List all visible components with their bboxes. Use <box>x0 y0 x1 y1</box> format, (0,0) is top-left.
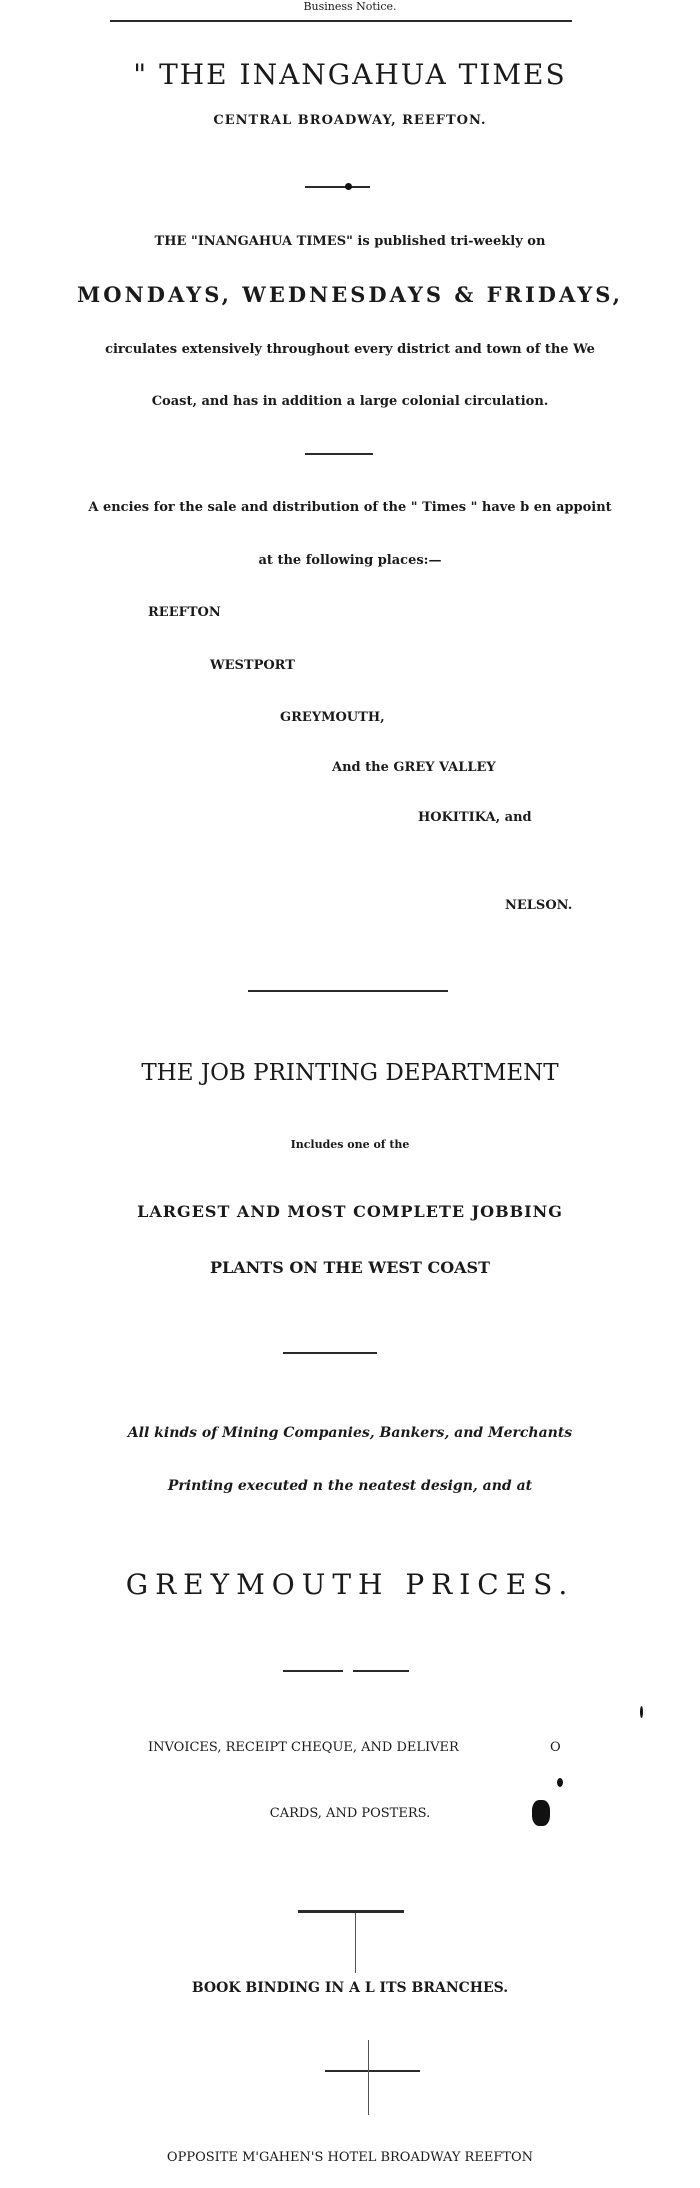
ink-blot-2 <box>532 1800 550 1826</box>
place-greymouth: GREYMOUTH, <box>280 710 385 725</box>
place-grey-valley: And the GREY VALLEY <box>332 760 496 775</box>
section-divider-1 <box>248 990 448 992</box>
section-divider-3b <box>353 1670 409 1672</box>
publication-line-1: THE "INANGAHUA TIMES" is published tri-weekly on <box>154 234 546 249</box>
publication-line-3: circulates extensively throughout every district and town of the We <box>105 342 595 357</box>
place-reefton: REEFTON <box>148 605 221 620</box>
book-binding: BOOK BINDING IN A L ITS BRANCHES. <box>191 1980 509 1996</box>
section-divider-2 <box>283 1352 377 1354</box>
invoices-line-1: INVOICES, RECEIPT CHEQUE, AND DELIVER <box>148 1740 459 1755</box>
top-rule <box>110 20 572 22</box>
publication-line-4: Coast, and has in addition a large colonial circulation. <box>151 394 549 409</box>
section-divider-5 <box>325 2070 420 2072</box>
ornament-stem-2 <box>368 2040 369 2115</box>
invoices-stray-letter: O <box>550 1740 561 1755</box>
job-printing-title: THE JOB PRINTING DEPARTMENT <box>141 1060 559 1086</box>
job-printing-includes: Includes one of the <box>290 1138 410 1151</box>
section-divider-3a <box>283 1670 343 1672</box>
job-printing-line-2: PLANTS ON THE WEST COAST <box>209 1258 490 1277</box>
job-printing-line-1: LARGEST AND MOST COMPLETE JOBBING <box>137 1202 563 1221</box>
agencies-line-2: at the following places:— <box>258 553 442 568</box>
ornament-divider-1 <box>305 186 370 188</box>
greymouth-prices: GREYMOUTH PRICES. <box>125 1568 575 1601</box>
invoices-line-2: CARDS, AND POSTERS. <box>269 1806 431 1821</box>
ornament-divider-2 <box>305 453 373 455</box>
place-westport: WESTPORT <box>210 658 295 673</box>
ornament-dot <box>345 183 352 190</box>
place-hokitika: HOKITIKA, and <box>418 810 532 825</box>
ink-mark-1 <box>640 1706 643 1718</box>
footer-address: OPPOSITE M'GAHEN'S HOTEL BROADWAY REEFTON <box>166 2150 534 2165</box>
publication-days: MONDAYS, WEDNESDAYS & FRIDAYS, <box>77 282 623 307</box>
printing-line-1: All kinds of Mining Companies, Bankers, and Merchants <box>127 1425 573 1441</box>
place-nelson: NELSON. <box>505 898 573 913</box>
agencies-line-1: A encies for the sale and distribution of the " Times " have b en appoint <box>88 500 612 515</box>
section-label: Business Notice. <box>303 0 397 13</box>
masthead-title: " THE INANGAHUA TIMES <box>133 58 567 91</box>
section-divider-4 <box>298 1910 404 1913</box>
ink-blot-1 <box>557 1778 563 1787</box>
masthead-address: CENTRAL BROADWAY, REEFTON. <box>213 113 487 128</box>
printing-line-2: Printing executed n the neatest design, and at <box>167 1478 533 1494</box>
ornament-stem-1 <box>355 1913 356 1973</box>
